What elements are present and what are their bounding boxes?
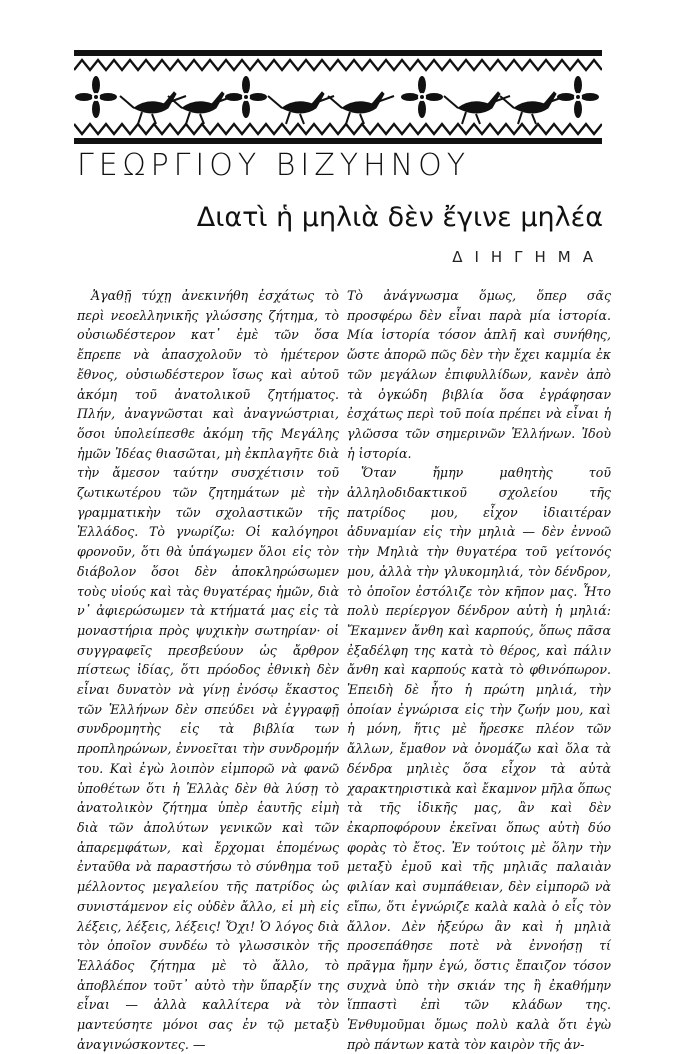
right-column-paragraph-2: Ὅταν ἤμην μαθητὴς τοῦ ἀλληλοδιδακτικοῦ σχολείου τῆς πατρίδος μου, εἶχον ἰδιαιτέραν ἀδυναμίαν εἰς τὴν μηλιὰ — δὲν ἐννοῶ τὴν Μηλιὰ τὴν θυγατέρα τοῦ γείτονός μου, ἀλλὰ τὴν γλυκομηλιά, τὸν δένδρον, τὸ ὁποῖον ἐστόλιζε τὸν κῆπον μας. Ἦτο πολὺ περίεργον δένδρον αὐτὴ ἡ μηλιά: Ἔκαμνεν ἄνθη καὶ καρπούς, ὅπως πᾶσα ἐξαδέλφη της κατὰ τὸ θέρος, καὶ πάλιν ἄνθη καὶ καρπούς κατὰ τὸ φθινόπωρον. Ἐπειδὴ δὲ ἦτο ἡ πρώτη μηλιά, τὴν ὁποίαν ἐγνώρισα εἰς τὴν ζωήν μου, καὶ ἡ μόνη, ἥτις μὲ ἤρεσκε πλέον τῶν ἄλλων, ἔμαθον νὰ ὀνομάζω καὶ ὅλα τὰ δένδρα μηλιὲς ὅσα εἶχον τὰ αὐτὰ χαρακτηριστικὰ καὶ ἔκαμνον μῆλα ὅπως τὰ τῆς ἰδικῆς μας, ἂν καὶ δὲν ἐκαρποφόρουν ἐκεῖναι ὅπως αὐτὴ δύο φορὰς τὸ ἔτος. Ἐν τούτοις μὲ ὅλην τὴν μεταξὺ ἐμοῦ καὶ τῆς μηλιᾶς παλαιὰν φιλίαν καὶ συμπάθειαν, δὲν εἰμπορῶ νὰ εἴπω, ὅτι ἐγνώριζε καλὰ καλὰ ὁ εἷς τὸν ἄλλον. Δὲν ἠξεύρω ἂν καὶ ἡ μηλιὰ προσεπάθησε ποτὲ νὰ ἐννοήσῃ τί πρᾶγμα ἤμην ἐγώ, ὅστις ἔπαιζον τόσον συχνὰ ὑπὸ τὴν σκιάν της ἢ ἐκαθήμην ἵππαστὶ ἐπὶ τῶν κλάδων της. Ἐνθυμοῦμαι ὅμως πολὺ καλὰ ὅτι ἐγὼ πρὸ πάντων κατὰ τὸν καιρὸν τῆς ἀν- bbox=[347, 465, 611, 1052]
right-column-paragraph-1: Τὸ ἀνάγνωσμα ὅμως, ὅπερ σᾶς προσφέρω δὲν εἶναι παρὰ μία ἱστορία. Μία ἱστορία τόσον ἁπλῆ καὶ συνήθης, ὥστε ἀπορῶ πῶς δὲν τὴν ἔχει καμμία ἐκ τῶν μεγάλων ἐπιφυλλίδων, κανὲν ἀπὸ τὰ ὀγκώδη βιβλία ὅσα ἐγράφησαν ἐσχάτως περὶ τοῦ ποία πρέπει νὰ εἶναι ἡ γλῶσσα τῶν σημερινῶν Ἑλλήνων. Ἰδοὺ ἡ ἱστορία. bbox=[347, 288, 611, 461]
author-name: ΓΕΩΡΓΙΟΥ ΒΙΖΥΗΝΟΥ bbox=[77, 148, 471, 183]
story-genre: ΔΙΗΓΗΜΑ bbox=[452, 248, 605, 266]
right-column bbox=[347, 286, 611, 1054]
story-title: Διατὶ ἡ μηλιὰ δὲν ἔγινε μηλέα bbox=[196, 202, 603, 233]
left-column-paragraph: Ἀγαθῇ τύχῃ ἀνεκινήθη ἐσχάτως τὸ περὶ νεοελληνικῆς γλώσσης ζήτημα, τὸ οὐσιωδέστερον κατ᾿ ἐμὲ τῶν ὅσα ἔπρεπε νὰ ἀπασχολοῦν τὸ ἡμέτερον ἔθνος, οὐσιωδέστερον ἴσως καὶ αὐτοῦ ἀκόμη τοῦ ἀνατολικοῦ ζητήματος. Πλήν, ἀναγνῶσται καὶ ἀναγνώστριαι, ὅσοι ὑπολείπεσθε ἀκόμη τῆς Μεγάλης ἡμῶν Ἰδέας θιασῶται, μὴ ἐκπλαγῆτε διὰ τὴν ἄμεσον ταύτην συσχέτισιν τοῦ ζωτικωτέρου τῶν ζητημάτων μὲ τὴν γραμματικὴν τῶν σχολαστικῶν τῆς Ἑλλάδος. Τὸ γνωρίζω: Οἱ καλόγηροι φρονοῦν, ὅτι θὰ ὑπάγωμεν ὅλοι εἰς τὸν διάβολον ὅσοι δὲν ἀποκληρώσωμεν τοὺς υἱούς καὶ τὰς θυγατέρας ἡμῶν, διὰ ν᾿ ἀφιερώσωμεν τὰ κτήματά μας εἰς τὰ μοναστήρια πρὸς ψυχικὴν σωτηρίαν· οἱ συγγραφεῖς πρεσβεύουν ὡς ἄρθρον πίστεως ἰδίας, ὅτι πρόοδος ἐθνικὴ δὲν εἶναι δυνατὸν νὰ γίνῃ ἐνόσῳ ἕκαστος τῶν Ἑλλήνων δὲν σπεύδει νὰ ἐγγραφῇ συνδρομητὴς εἰς τὰ βιβλία των προπληρώνων, ἐννοεῖται τὴν συνδρομήν του. Καὶ ἐγὼ λοιπὸν εἰμπορῶ νὰ φανῶ ὑποθέτων ὅτι ἡ Ἑλλὰς δὲν θὰ λύσῃ τὸ ἀνατολικὸν ζήτημα ὑπὲρ ἑαυτῆς εἰμὴ διὰ τῶν ἀπολύτων γενικῶν καὶ τῶν ἀπαρεμφάτων, καὶ ἔρχομαι ἑπομένως ἐνταῦθα νὰ παραστήσω τὸ σύνθημα τοῦ μέλλοντος μεγαλείου τῆς πατρίδος ὡς συνιστάμενον εἰς οὐδὲν ἄλλο, εἰ μὴ εἰς λέξεις, λέξεις, λέξεις! Ὄχι! Ὁ λόγος διὰ τὸν ὁποῖον συνδέω τὸ γλωσσικὸν τῆς Ἑλλάδος ζήτημα μὲ τὸ ἄλλο, τὸ ἀποβλέπον τοῦτ᾿ αὐτὸ τὴν ὕπαρξίν της εἶναι — ἀλλὰ καλλίτερα νὰ τὸν μαντεύσητε μόνοι σας ἐν τῷ μεταξὺ ἀναγινώσκοντες. — bbox=[77, 288, 339, 1052]
left-column bbox=[77, 286, 339, 1054]
bird-and-flower-frieze-icon bbox=[74, 50, 602, 144]
